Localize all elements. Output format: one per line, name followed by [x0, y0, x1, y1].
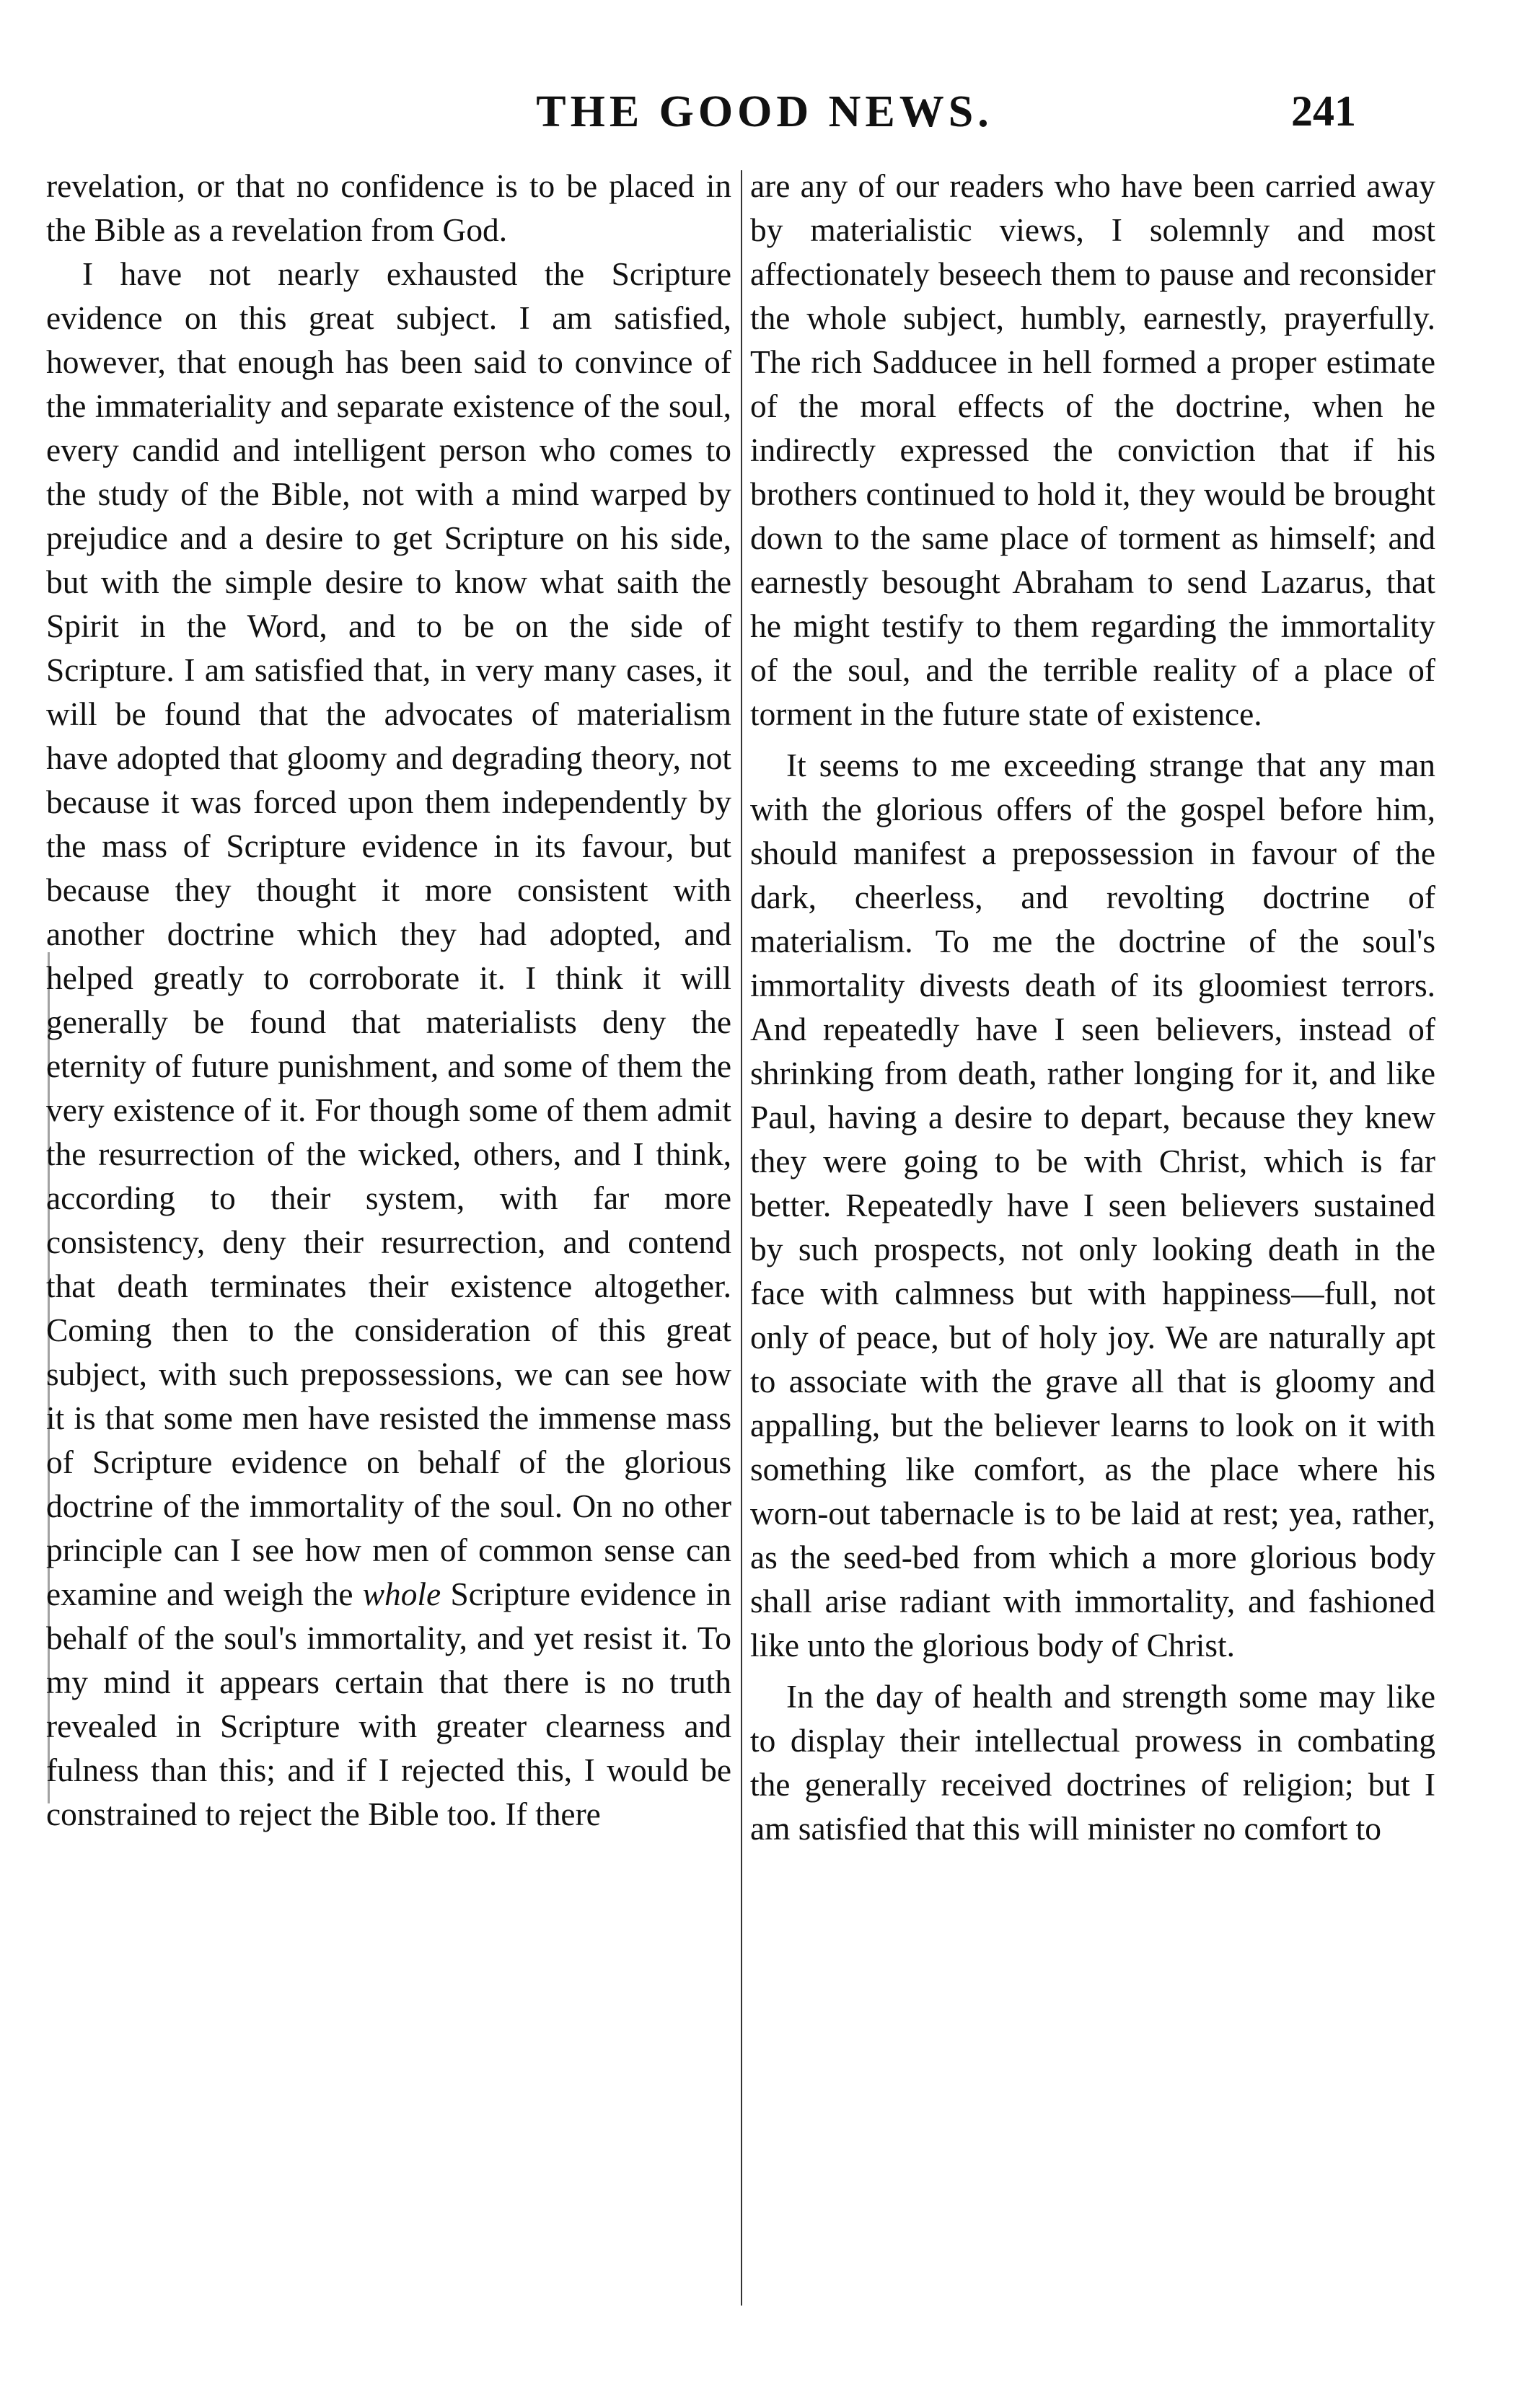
right-paragraph-2: It seems to me exceeding strange that any man with the glorious offers of the gospel before him, should manifest a prepossession in favour of the dark, cheerless, and revolting doctrine of materialism. To me the doctrine of the soul's immortality divests death of its gloomiest terrors. And repeatedly have I seen believers, instead of shrinking from death, rather longing for it, and like Paul, having a desire to depart, because they knew they were going to be with Christ, which is far better. Repeatedly have I seen believers sustained by such prospects, not only looking death in the face with calmness but with happiness—full, not only of peace, but of holy joy. We are naturally apt to associate with the grave all that is gloomy and appalling, but the believer learns to look on it with something like comfort, as the place where his worn-out tabernacle is to be laid at rest; yea, rather, as the seed-bed from which a more glorious body shall arise radiant with immortality, and fashioned like unto the glorious body of Christ.	[750, 747, 1435, 1664]
page-header	[0, 87, 1540, 151]
right-paragraph-3: In the day of health and strength some may like to display their intellectual prowess in combating the generally received doctrines of religion; but I am satisfied that this will minister no comfort to	[750, 1679, 1435, 1847]
left-paragraph-2	[46, 252, 731, 1837]
right-column	[750, 164, 1435, 1851]
page-number: 241	[1291, 87, 1356, 135]
right-paragraph-1: are any of our readers who have been carried away by materialistic views, I solemnly and most affectionately beseech them to pause and reconsider the whole subject, humbly, earnestly, prayerfully. The rich Sadducee in hell formed a proper estimate of the moral effects of the doctrine, when he indirectly expressed the conviction that if his brothers continued to hold it, they would be brought down to the same place of torment as himself; and earnestly besought Abraham to send Lazarus, that he might testify to them regarding the immortality of the soul, and the terrible reality of a place of torment in the future state of existence.	[750, 168, 1435, 732]
left-paragraph-2-end: Scripture evidence in behalf of the soul's immortality, and yet resist it. To my mind it appears certain that there is no truth revealed in Scripture with greater clearness and fulness than this; and if I rejected this, I would be constrained to reject the Bible too. If there	[46, 1576, 731, 1832]
running-title: THE GOOD NEWS.	[536, 87, 993, 136]
column-divider	[741, 170, 742, 2306]
left-paragraph-2-text: I have not nearly exhausted the Scripture evidence on this great subject. I am satisfied, however, that enough has been said to convince of the immateriality and separate existence of the soul, every candid and intelligent person who comes to the study of the Bible, not with a mind warped by prejudice and a desire to get Scripture on his side, but with the simple desire to know what saith the Spirit in the Word, and to be on the side of Scripture. I am satisfied that, in very many cases, it will be found that the advocates of materialism have adopted that gloomy and degrading theory, not because it was forced upon them independently by the mass of Scripture evidence in its favour, but because they thought it more consistent with another doctrine which they had adopted, and helped greatly to corroborate it. I think it will generally be found that materialists deny the eternity of future punishment, and some of them the very existence of it. For though some of them admit the resurrection of the wicked, others, and I think, according to their system, with far more consistency, deny their resurrection, and contend that death terminates their existence altogether. Coming then to the consideration of this great subject, with such prepossessions, we can see how it is that some men have resisted the immense mass of Scripture evidence on behalf of the glorious doctrine of the immortality of the soul. On no other principle can I see how men of common sense can examine and weigh the	[46, 256, 731, 1612]
emphasis-whole: whole	[362, 1576, 441, 1612]
left-paragraph-1: revelation, or that no confidence is to be placed in the Bible as a revelation from God.	[46, 168, 731, 248]
left-column	[46, 164, 731, 1837]
